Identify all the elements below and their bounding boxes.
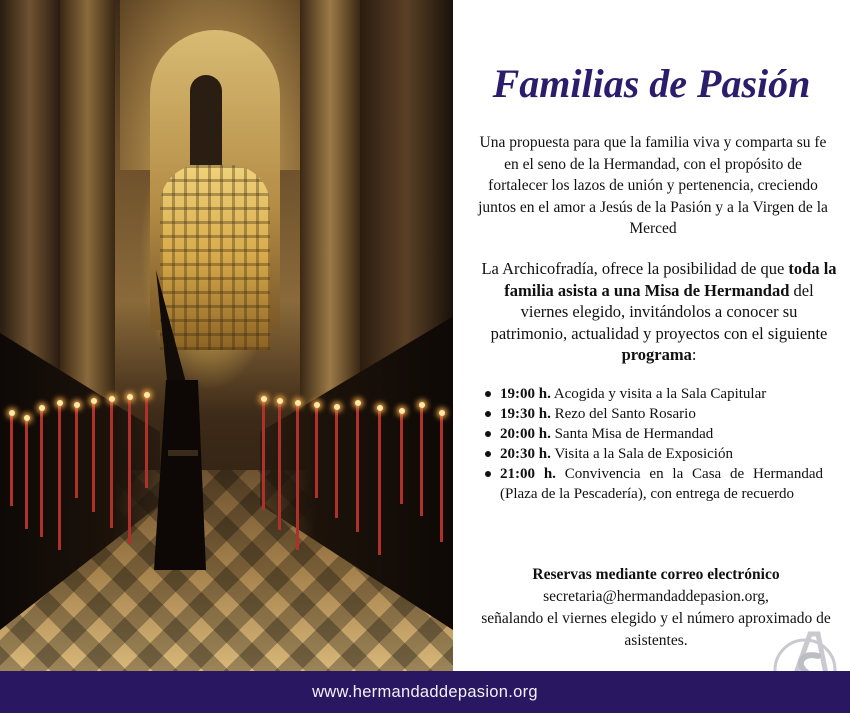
program-time: 21:00 h. <box>500 466 556 482</box>
program-item <box>483 464 823 504</box>
candle <box>10 416 13 506</box>
candle-flame <box>419 402 425 408</box>
candle <box>335 410 338 518</box>
intro-paragraph: Una propuesta para que la familia viva y comparta su fe en el seno de la Hermandad, con el propósito de fortalecer los lazos de unión y pertenencia, creciendo juntos en el amor a Jesús de la Pasión y a la Virgen de la Merced <box>478 134 828 237</box>
program-activity: Rezo del Santo Rosario <box>554 406 696 422</box>
candle-flame <box>74 402 80 408</box>
candle <box>440 416 443 542</box>
candle-flame <box>277 398 283 404</box>
program-activity: Santa Misa de Hermandad <box>554 426 714 442</box>
offer-text-2: del viernes elegido, invitándolos a conocer su patrimonio, actualidad y proyectos con el siguiente <box>490 280 828 343</box>
reservations-email[interactable]: secretaria@hermandaddepasion.org, <box>543 588 769 605</box>
arch-window <box>190 75 222 165</box>
candle <box>75 408 78 498</box>
candle <box>92 404 95 512</box>
candle-flame <box>57 400 63 406</box>
offer-paragraph <box>481 258 837 366</box>
program-time: 20:30 h. <box>500 446 551 462</box>
candle-flame <box>9 410 15 416</box>
offer-text-3: : <box>691 345 697 364</box>
candle-flame <box>261 396 267 402</box>
candle <box>296 406 299 550</box>
candle-flame <box>127 394 133 400</box>
candle <box>40 411 43 537</box>
program-time: 20:00 h. <box>500 426 551 442</box>
offer-bold-2: programa <box>621 345 692 364</box>
candle <box>278 404 281 530</box>
candle-flame <box>109 396 115 402</box>
candle-flame <box>439 410 445 416</box>
candle-flame <box>334 404 340 410</box>
offer-text-1: La Archicofradía, ofrece la posibilidad de que <box>481 259 789 278</box>
program-item <box>483 424 823 444</box>
nazareno-figure <box>148 270 218 575</box>
candle <box>145 398 148 488</box>
candle-flame <box>39 405 45 411</box>
candle <box>25 421 28 529</box>
candle <box>378 411 381 555</box>
program-item <box>483 384 823 404</box>
program-time: 19:30 h. <box>500 406 551 422</box>
candle-flame <box>377 405 383 411</box>
candle <box>356 406 359 532</box>
page-title: Familias de Pasión <box>492 61 811 106</box>
candle-flame <box>24 415 30 421</box>
reservations-note: señalando el viernes elegido y el número aproximado de asistentes. <box>481 610 831 649</box>
candle <box>400 414 403 504</box>
program-item <box>483 404 823 424</box>
program-activity: Convivencia en la Casa de Hermandad (Plaza de la Pescadería), con entrega de recuerdo <box>500 466 823 502</box>
footer-bar <box>0 671 850 713</box>
candle-flame <box>314 402 320 408</box>
website-link[interactable]: www.hermandaddepasion.org <box>312 683 538 701</box>
candle <box>315 408 318 498</box>
program-item <box>483 444 823 464</box>
program-time: 19:00 h. <box>500 386 551 402</box>
candle <box>110 402 113 528</box>
info-panel <box>453 0 850 671</box>
candle-flame <box>91 398 97 404</box>
offer-bold-1: toda la familia asista a una Misa de Hermandad <box>504 259 837 300</box>
candle-flame <box>399 408 405 414</box>
candle-flame <box>295 400 301 406</box>
candle <box>58 406 61 550</box>
program-activity: Visita a la Sala de Exposición <box>554 446 733 462</box>
candle-flame <box>144 392 150 398</box>
candle-flame <box>355 400 361 406</box>
program-list <box>483 384 823 504</box>
reservations-heading: Reservas mediante correo electrónico <box>532 566 780 583</box>
candle <box>128 400 131 544</box>
candle <box>262 402 265 510</box>
candle <box>420 408 423 516</box>
program-activity: Acogida y visita a la Sala Capitular <box>553 386 767 402</box>
